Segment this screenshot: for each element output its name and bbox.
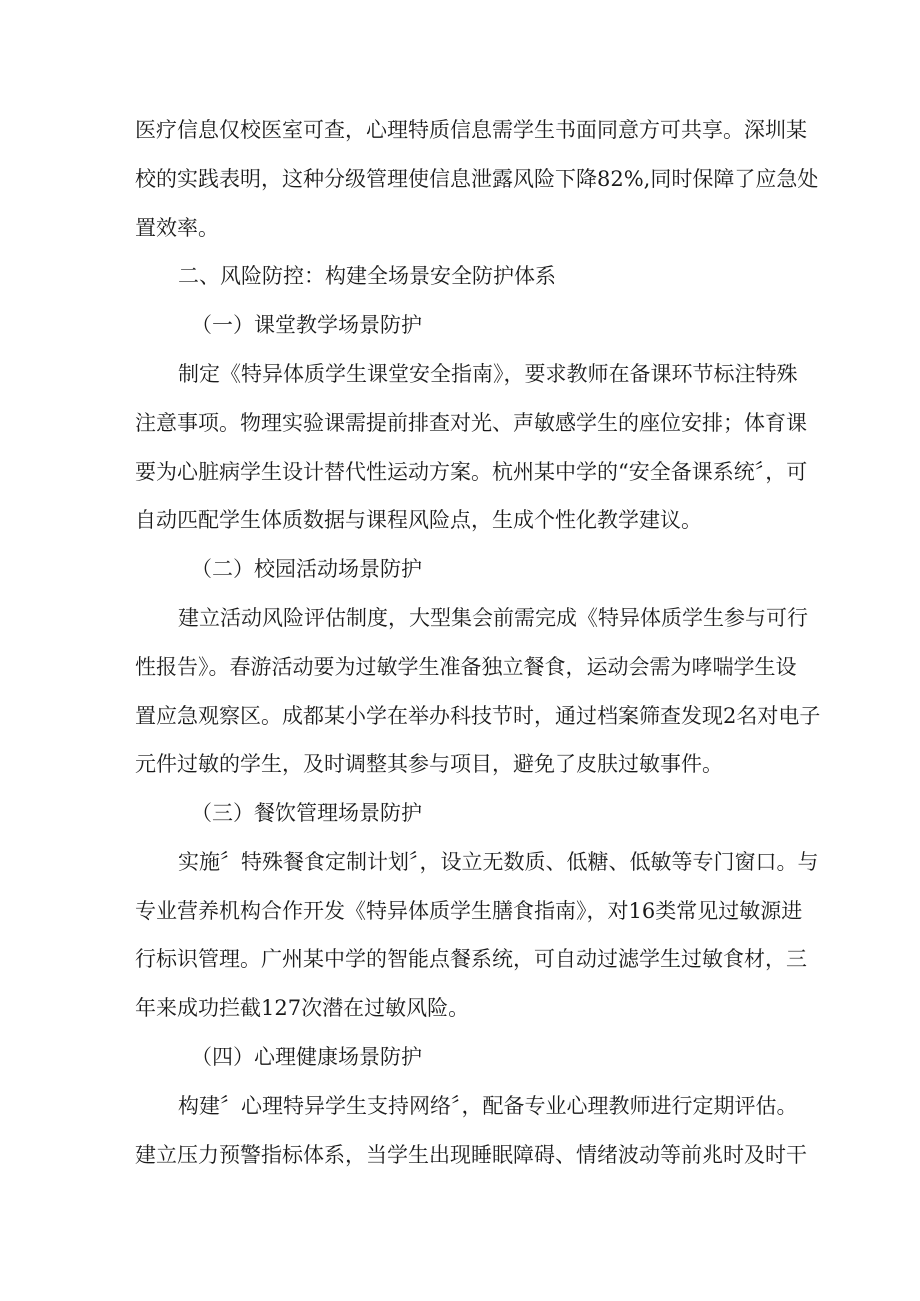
subsection-heading: （二）校园活动场景防护 <box>191 557 422 581</box>
paragraph-line: 性报告》。春游活动要为过敏学生准备独立餐食，运动会需为哮喘学生设 <box>135 655 797 679</box>
paragraph-line: 自动匹配学生体质数据与课程风险点，生成个性化教学建议。 <box>135 508 702 532</box>
paragraph-line: 置效率。 <box>135 216 219 240</box>
subsection-heading: （四）心理健康场景防护 <box>191 1045 422 1069</box>
paragraph-line: 构建〞心理特异学生支持网络〞，配备专业心理教师进行定期评估。 <box>178 1094 798 1118</box>
paragraph-line: 专业营养机构合作开发《特异体质学生膳食指南》，对16类常见过敏源进 <box>135 899 803 923</box>
paragraph-line: 医疗信息仅校医室可查，心理特质信息需学生书面同意方可共享。深圳某 <box>135 118 807 142</box>
paragraph-line: 行标识管理。广州某中学的智能点餐系统，可自动过滤学生过敏食材，三 <box>135 947 807 971</box>
paragraph-line: 建立活动风险评估制度，大型集会前需完成《特异体质学生参与可行 <box>178 606 808 630</box>
paragraph-line: 制定《特异体质学生课堂安全指南》，要求教师在备课环节标注特殊 <box>178 362 798 386</box>
subsection-heading: （一）课堂教学场景防护 <box>191 313 422 337</box>
paragraph-line: 注意事项。物理实验课需提前排查对光、声敏感学生的座位安排；体育课 <box>135 411 807 435</box>
paragraph-line: 置应急观察区。成都某小学在举办科技节时，通过档案筛查发现2名对电子 <box>135 704 821 728</box>
paragraph-line: 实施〞特殊餐食定制计划〞，设立无数质、低糖、低敏等专门窗口。与 <box>178 850 819 874</box>
paragraph-line: 年来成功拦截127次潜在过敏风险。 <box>135 996 470 1020</box>
paragraph-line: 建立压力预警指标体系，当学生出现睡眠障碍、情绪波动等前兆时及时干 <box>135 1143 807 1167</box>
paragraph-line: 校的实践表明，这种分级管理使信息泄露风险下降82%,同时保障了应急处 <box>135 167 819 191</box>
paragraph-line: 元件过敏的学生，及时调整其参与项目，避免了皮肤过敏事件。 <box>135 752 723 776</box>
paragraph-line: 要为心脏病学生设计替代性运动方案。杭州某中学的“安全备课系统〞，可 <box>135 460 808 484</box>
subsection-heading: （三）餐饮管理场景防护 <box>191 801 422 825</box>
section-heading: 二、风险防控：构建全场景安全防护体系 <box>178 264 556 288</box>
